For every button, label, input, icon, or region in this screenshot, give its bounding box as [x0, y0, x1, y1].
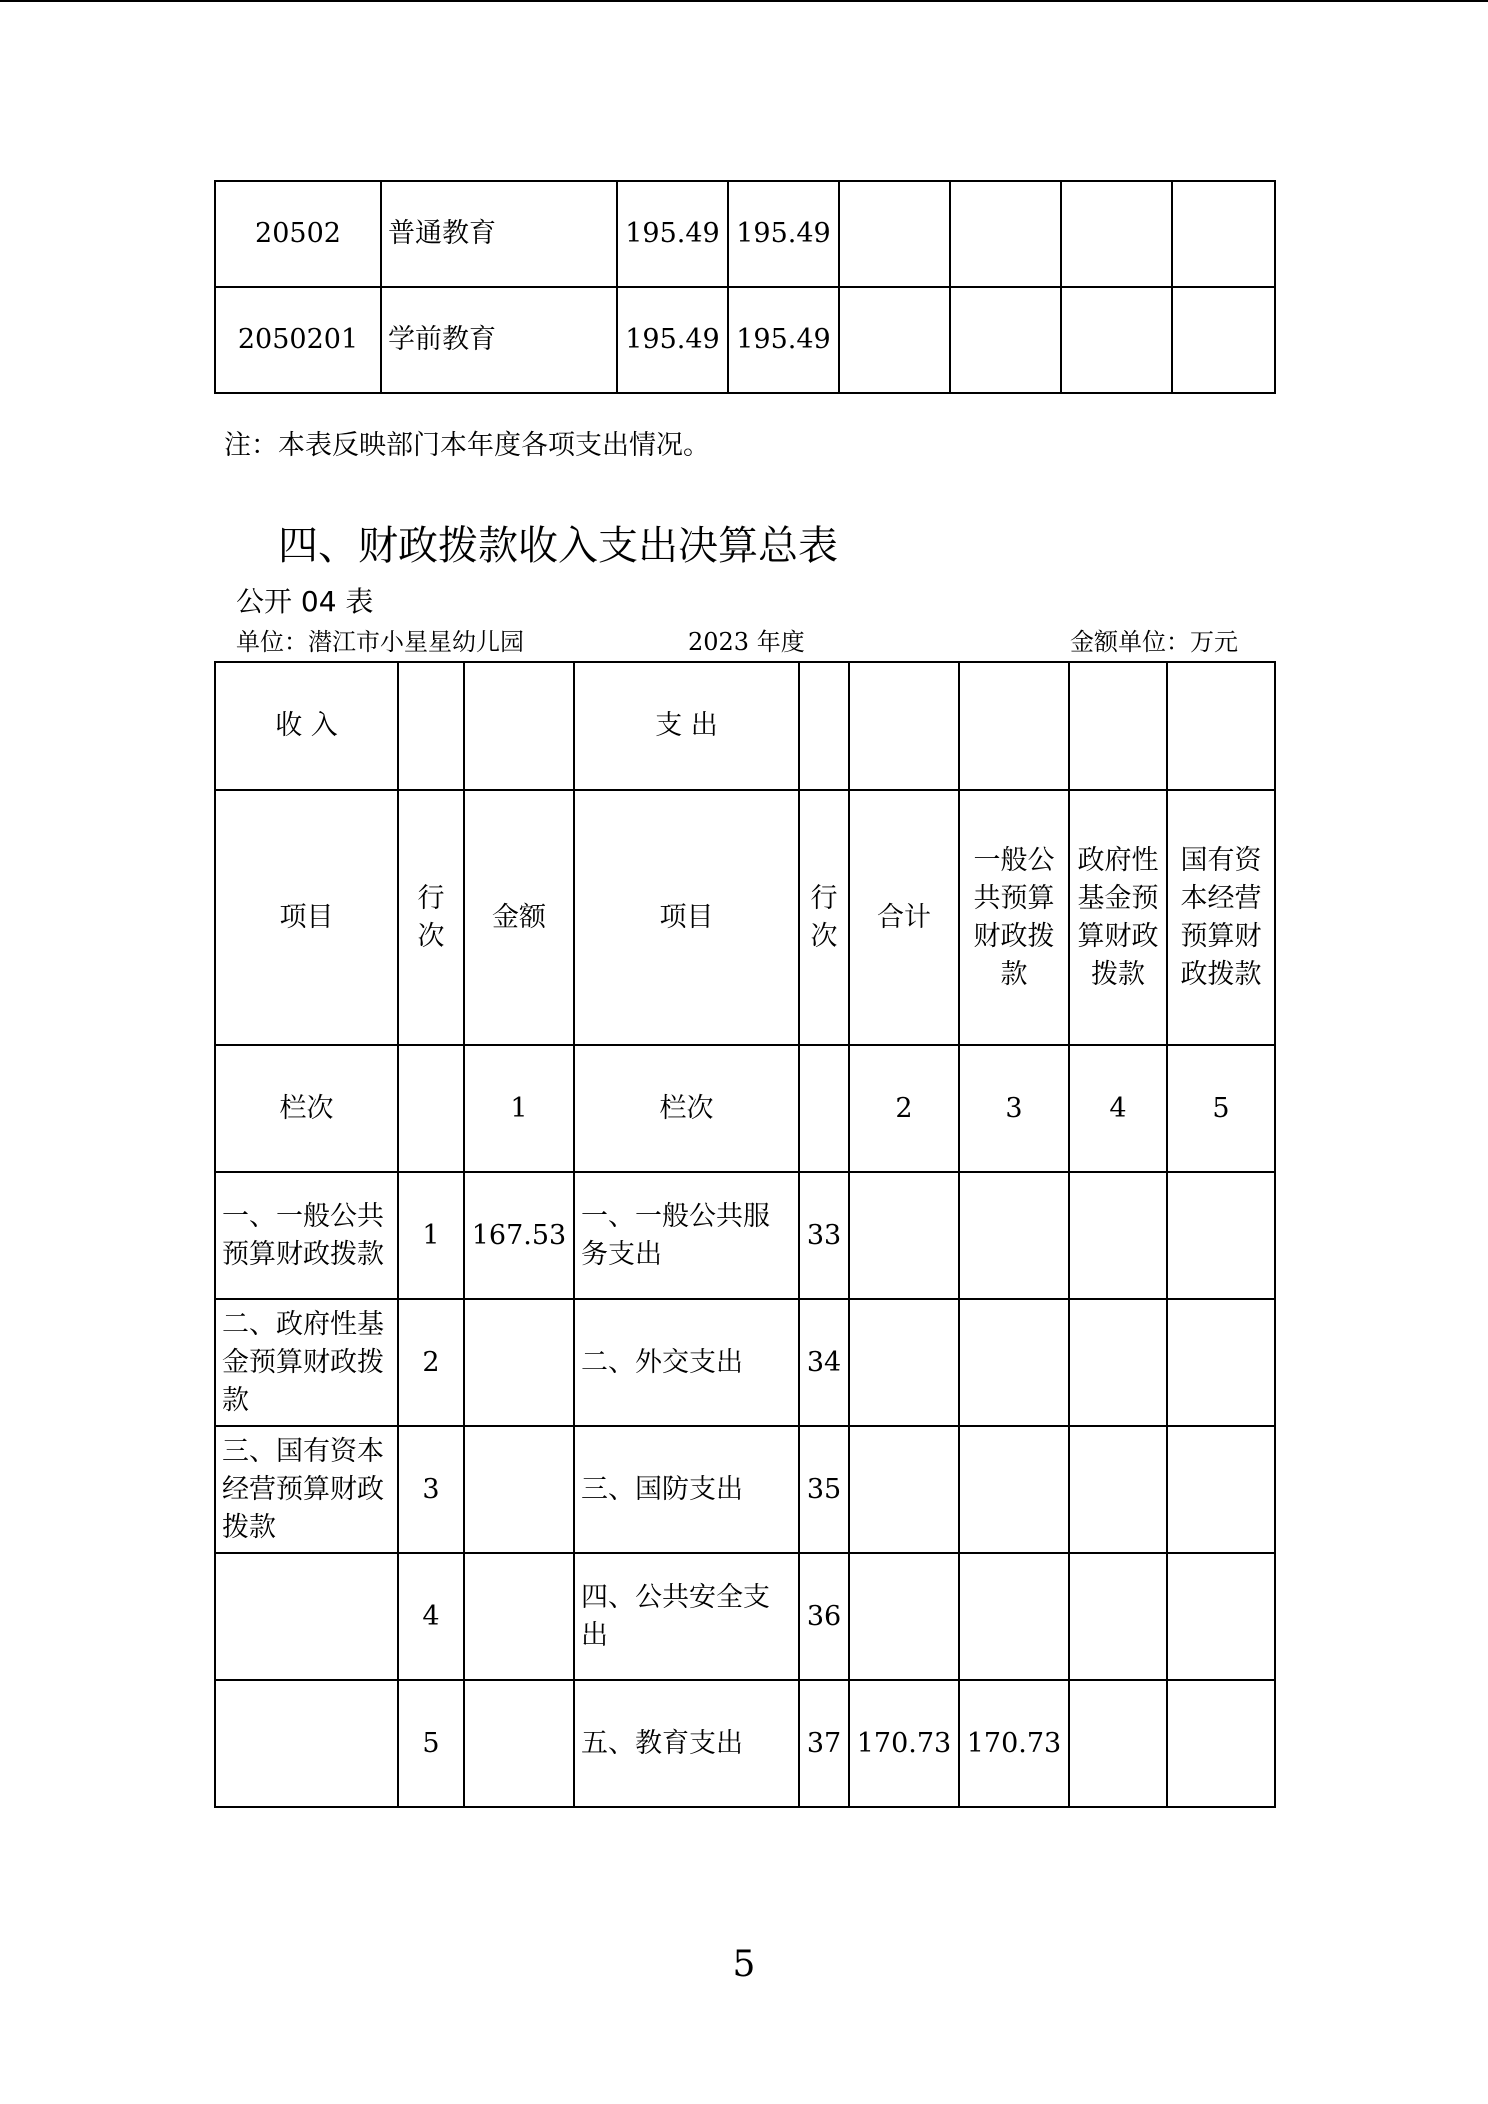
income-amount: 167.53	[464, 1172, 574, 1299]
expense-line: 36	[799, 1553, 849, 1680]
fiscal-appropriation-table	[214, 661, 1276, 1808]
col-gov-number: 4	[1069, 1045, 1167, 1172]
row-value	[950, 287, 1061, 393]
income-amount	[464, 1426, 574, 1553]
gov-fund-value	[1069, 1680, 1167, 1807]
income-line-header: 行次	[398, 790, 464, 1045]
income-header: 收 入	[215, 662, 398, 790]
col-label-2: 栏次	[574, 1045, 799, 1172]
general-budget-header: 一般公共预算财政拨款	[959, 790, 1069, 1045]
total-value	[849, 1553, 959, 1680]
col-general-number: 3	[959, 1045, 1069, 1172]
section-title: 四、财政拨款收入支出决算总表	[278, 523, 838, 569]
income-amount	[464, 1553, 574, 1680]
expense-item: 一、一般公共服务支出	[574, 1172, 799, 1299]
empty-cell	[398, 662, 464, 790]
income-item-header: 项目	[215, 790, 398, 1045]
expense-item: 五、教育支出	[574, 1680, 799, 1807]
gov-fund-value	[1069, 1172, 1167, 1299]
income-line: 5	[398, 1680, 464, 1807]
col-label: 栏次	[215, 1045, 398, 1172]
expense-item: 四、公共安全支出	[574, 1553, 799, 1680]
total-value: 170.73	[849, 1680, 959, 1807]
total-header: 合计	[849, 790, 959, 1045]
income-item	[215, 1553, 398, 1680]
state-capital-value	[1167, 1553, 1275, 1680]
total-value	[849, 1426, 959, 1553]
state-capital-value	[1167, 1680, 1275, 1807]
table-row	[215, 1553, 1275, 1680]
state-capital-value	[1167, 1299, 1275, 1426]
row-value: 195.49	[617, 181, 728, 287]
row-name: 普通教育	[381, 181, 617, 287]
table-row	[215, 287, 1275, 393]
row-value: 195.49	[617, 287, 728, 393]
general-budget-value	[959, 1172, 1069, 1299]
expense-line-header: 行次	[799, 790, 849, 1045]
expense-line: 34	[799, 1299, 849, 1426]
income-amount-header: 金额	[464, 790, 574, 1045]
income-line: 1	[398, 1172, 464, 1299]
general-budget-value	[959, 1426, 1069, 1553]
row-value	[839, 181, 950, 287]
row-value	[1061, 287, 1172, 393]
col-state-number: 5	[1167, 1045, 1275, 1172]
row-value	[839, 287, 950, 393]
empty-cell	[1167, 662, 1275, 790]
expense-header: 支 出	[574, 662, 799, 790]
gov-fund-value	[1069, 1426, 1167, 1553]
header-row-main	[215, 662, 1275, 790]
total-value	[849, 1299, 959, 1426]
gov-fund-value	[1069, 1299, 1167, 1426]
header-row-columns	[215, 790, 1275, 1045]
income-amount	[464, 1299, 574, 1426]
row-value	[1061, 181, 1172, 287]
page-number: 5	[732, 1944, 756, 1985]
empty-cell	[1069, 662, 1167, 790]
total-value	[849, 1172, 959, 1299]
table-code: 公开 04 表	[236, 585, 374, 618]
table-note: 注：本表反映部门本年度各项支出情况。	[224, 430, 710, 461]
row-code: 20502	[215, 181, 381, 287]
empty-cell	[849, 662, 959, 790]
row-code: 2050201	[215, 287, 381, 393]
row-value	[950, 181, 1061, 287]
expense-item-header: 项目	[574, 790, 799, 1045]
unit-label: 单位：潜江市小星星幼儿园	[236, 628, 524, 656]
expense-item: 二、外交支出	[574, 1299, 799, 1426]
income-line: 2	[398, 1299, 464, 1426]
income-line: 3	[398, 1426, 464, 1553]
income-item: 三、国有资本经营预算财政拨款	[215, 1426, 398, 1553]
gov-fund-value	[1069, 1553, 1167, 1680]
col-total-number: 2	[849, 1045, 959, 1172]
column-number-row	[215, 1045, 1275, 1172]
state-capital-header: 国有资本经营预算财政拨款	[1167, 790, 1275, 1045]
income-line: 4	[398, 1553, 464, 1680]
state-capital-value	[1167, 1172, 1275, 1299]
state-capital-value	[1167, 1426, 1275, 1553]
expense-detail-table	[214, 180, 1276, 394]
table-row	[215, 1680, 1275, 1807]
table-row	[215, 1172, 1275, 1299]
income-item: 一、一般公共预算财政拨款	[215, 1172, 398, 1299]
year-label: 2023 年度	[688, 628, 805, 656]
general-budget-value	[959, 1553, 1069, 1680]
income-amount	[464, 1680, 574, 1807]
page-top-border	[0, 0, 1488, 2]
general-budget-value: 170.73	[959, 1680, 1069, 1807]
table-row	[215, 181, 1275, 287]
income-item: 二、政府性基金预算财政拨款	[215, 1299, 398, 1426]
expense-line: 35	[799, 1426, 849, 1553]
empty-cell	[959, 662, 1069, 790]
empty-cell	[799, 662, 849, 790]
general-budget-value	[959, 1299, 1069, 1426]
col-amount-number: 1	[464, 1045, 574, 1172]
empty-cell	[799, 1045, 849, 1172]
row-value	[1172, 181, 1275, 287]
empty-cell	[398, 1045, 464, 1172]
expense-item: 三、国防支出	[574, 1426, 799, 1553]
row-value: 195.49	[728, 287, 839, 393]
table-row	[215, 1426, 1275, 1553]
row-name: 学前教育	[381, 287, 617, 393]
income-item	[215, 1680, 398, 1807]
table-row	[215, 1299, 1275, 1426]
gov-fund-header: 政府性基金预算财政拨款	[1069, 790, 1167, 1045]
expense-line: 37	[799, 1680, 849, 1807]
row-value: 195.49	[728, 181, 839, 287]
expense-line: 33	[799, 1172, 849, 1299]
row-value	[1172, 287, 1275, 393]
empty-cell	[464, 662, 574, 790]
amount-unit-label: 金额单位：万元	[1070, 628, 1238, 656]
